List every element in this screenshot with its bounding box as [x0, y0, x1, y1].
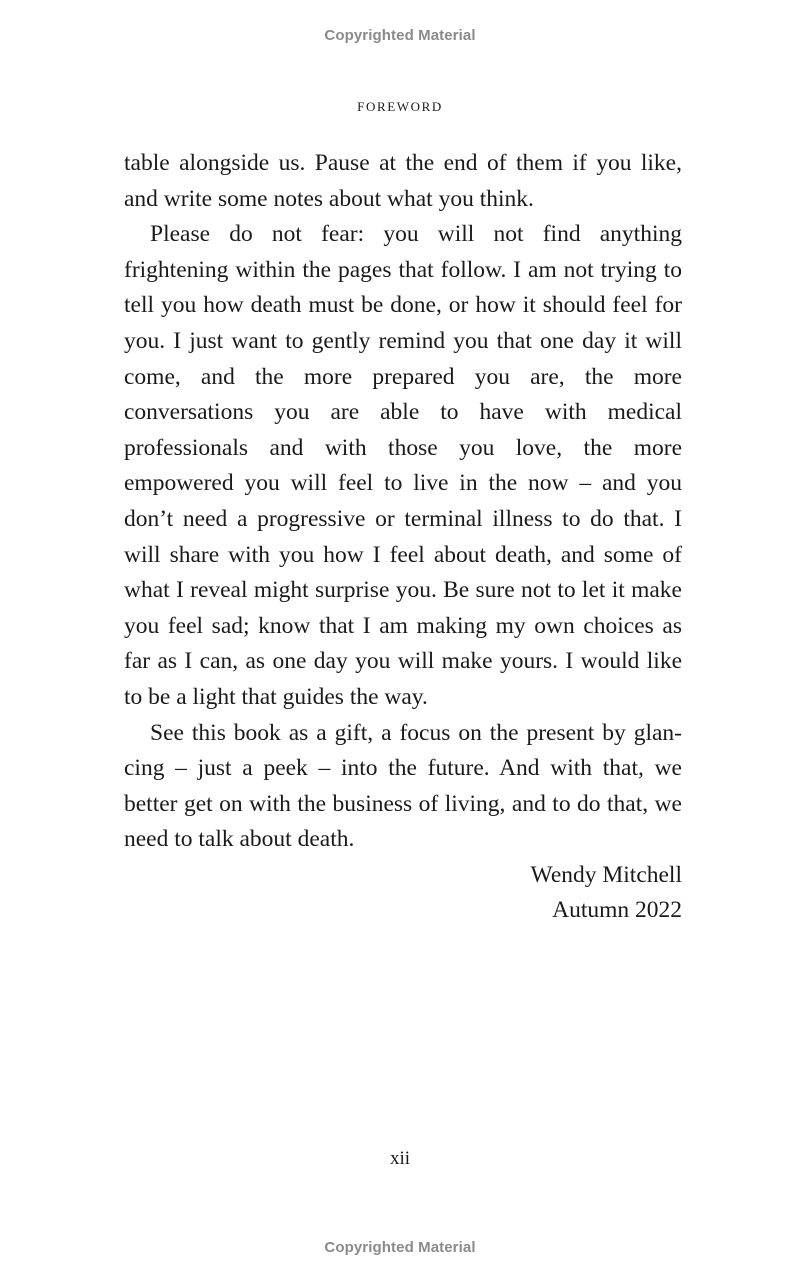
- body-text: [124, 146, 682, 929]
- running-head: FOREWORD: [357, 99, 443, 114]
- signature-date: Autumn 2022: [552, 897, 682, 924]
- signature-name: Wendy Mitchell: [530, 861, 682, 888]
- paragraph-continued: table alongside us. Pause at the end of them if you like, and write some notes about what you think.: [124, 150, 682, 212]
- paragraph: See this book as a gift, a focus on the present by glancing – just a peek – into the future. And with that, we better get on with the business of living, and to do that, we need to talk about death.: [124, 719, 682, 853]
- copyright-watermark-bottom: Copyrighted Material: [324, 1239, 476, 1256]
- copyright-watermark-top: Copyrighted Material: [324, 27, 476, 44]
- paragraph: Please do not fear: you will not find anything frightening within the pages that follow. I am not trying to tell you how death must be done, or how it should feel for you. I just want to gently remind you that one day it will come, and the more prepared you are, the more conversations you are able to have with medical professionals and with those you love, the more empowered you will feel to live in the now – and you don’t need a progressive or terminal illness to do that. I will share with you how I feel about death, and some of what I reveal might surprise you. Be sure not to let it make you feel sad; know that I am making my own choices as far as I can, as one day you will make yours. I would like to be a light that guides the way.: [124, 221, 682, 710]
- page-number: xii: [389, 1148, 411, 1169]
